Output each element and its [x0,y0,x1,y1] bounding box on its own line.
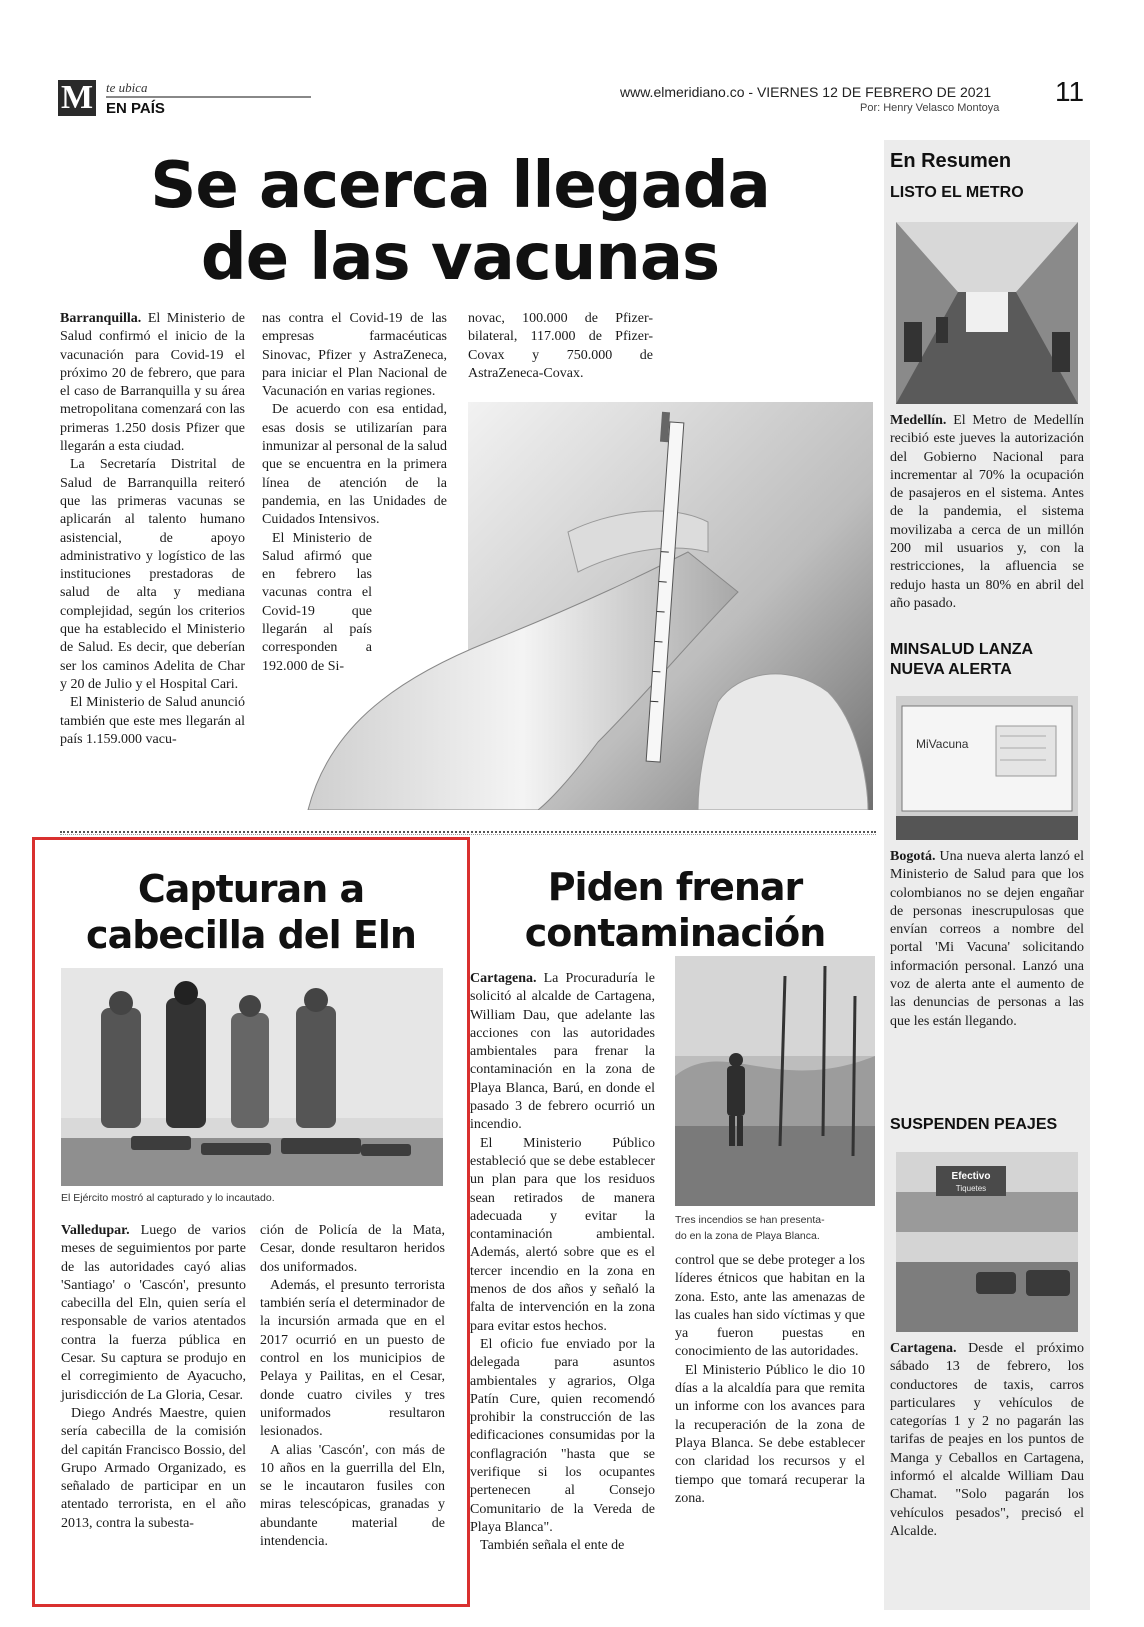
main-story [0,120,880,820]
mivacuna-laptop-photo [896,696,1078,840]
main-headline-line1: Se acerca llegada [150,149,770,223]
metro-interior-photo [896,222,1078,404]
mivacuna-screen-brand: MiVacuna [916,737,969,751]
pollution-col-2: control que se debe proteger a los líderes étnicos que habitan en la zona. Esto, ante las amenazas de las cuales han sido víctimas y que ya fueron puestas en conocimiento de las autoridades. El Ministerio Público le dio 10 días a la alcaldía para que remita un informe con los avances para la recuperación de la zona de Playa Blanca. Se debe establecer con claridad los recursos y el tiempo que tomará recuperar la zona. [675,1253,865,1506]
byline: Por: Henry Velasco Montoya [860,102,1000,114]
toll-sign-line1: Efectivo [951,1171,991,1182]
toll-booth-photo [896,1152,1078,1332]
fire-playa-blanca-photo [675,956,875,1206]
sidebar-heading-minsalud: MINSALUD LANZA NUEVA ALERTA [890,641,1034,678]
pollution-story [470,840,880,1610]
sidebar-text-minsalud: Bogotá. Una nueva alerta lanzó el Ministerio de Salud para que los colombianos no se dejen engañar de personas inescrupulosas que envían correos a nombre del portal 'Mi Vacuna' solicitando información personal. Lanzó una voz de alerta ante el aumento de las denuncias de personas a las que les están llegando. [890,849,1084,1029]
eln-col-2: ción de Policía de la Mata, Cesar, donde resultaron heridos dos uniformados. Además, el presunto terrorista también sería el determinador de la incursión armada que en el 2017 ocurrió en un puesto de control en los municipios de Pelaya y Pailitas, en el Cesar, donde cuatro civiles y tres uniformados resultaron lesionados. A alias 'Cascón', con más de 10 años en la guerrilla del Eln, se le incautaron fusiles con miras telescópicas, granadas y abundante material de intendencia. [260,1223,445,1550]
sidebar-title: En Resumen [890,150,1012,172]
header-rule-left [106,96,311,98]
main-col-1: Barranquilla. El Ministerio de Salud confirmó el inicio de la vacunación para Covid-19 el próximo 20 de febrero, que para el caso de Barranquilla y su área metropolitana comenzará con las primeras 1.250 dosis Pfizer que llegarán a esta ciudad. La Secretaría Distrital de Salud de Barranquilla reiteró que las primeras vacunas se aplicarán al talento humano asistencial, de apoyo administrativo y logístico de las instituciones prestadoras de salud de alta y mediana complejidad, según los criterios que ha establecido el Ministerio de Salud. Es decir, que deberían ser los caminos Adelita de Char y 20 de Julio y el Hospital Cari. El Ministerio de Salud anunció también que este mes llegarán al país 1.159.000 vacu- [60,311,245,747]
sidebar-heading-peajes: SUSPENDEN PEAJES [890,1116,1058,1133]
toll-illustration [896,1152,1078,1332]
section-tagline: te ubica [106,80,148,95]
sidebar-heading-metro: LISTO EL METRO [890,184,1024,201]
fire-photo-caption: Tres incendios se han presenta- do en la zona de Playa Blanca. [675,1214,825,1242]
sidebar-text-metro: Medellín. El Metro de Medellín recibió este jueves la autorización del Gobierno Nacional para incrementar al 70% la ocupación de pasajeros en el sistema. Antes de la pandemia, el sistema movilizaba a cerca de un millón 200 mil usuarios y, con la restricciones, la afluencia se redujo hasta un 80% en abril del año pasado. [890,413,1084,611]
main-col-2: nas contra el Covid-19 de las empresas farmacéuticas Sinovac, Pfizer y AstraZeneca, para iniciar el Plan Nacional de Vacunación en varias regiones. De acuerdo con esa entidad, esas dosis se utilizarían para inmunizar al personal de la salud que se encuentra en la primera línea de atención de la pandemia, en las Unidades de Cuidados Intensivos. El Ministerio de Salud afirmó que en febrero las vacunas contra el Covid-19 que llegarán al país corresponden a 192.000 de Si- [262,311,447,674]
pollution-col-1: Cartagena. La Procuraduría le solicitó al alcalde de Cartagena, William Dau, que adelante las acciones con las autoridades ambientales para frenar la contaminación en la zona de Playa Blanca, Barú, en donde el pasado 3 de febrero ocurrió un incendio. El Ministerio Público estableció que se debe establecer un plan para que los residuos sean retirados de manera adecuada y evitar la contaminación ambiental. Además, alertó sobre que es el tercer incendio en la zona en menos de dos años y señaló la falta de intervención en la zona para evitar estos hechos. El oficio fue enviado por la delegada para asuntos ambientales y agrarios, Olga Patín Cure, quien recomendó prohibir la construcción de las edificaciones consumidas por la conflagración "hasta que se verifique si los ocupantes pertenecen al Consejo Comunitario de la Vereda de Playa Blanca". También señala el ente de [470,971,655,1554]
metro-illustration [896,222,1078,404]
header [0,0,1144,120]
eln-photo-caption: El Ejército mostró al capturado y lo incautado. [61,1192,275,1204]
toll-sign-line2: Tiquetes [955,1184,987,1193]
page-number: 11 [1055,76,1085,107]
pollution-headline: Piden frenar contaminación [524,865,826,955]
laptop-illustration [896,696,1078,840]
section-name: EN PAÍS [106,100,165,117]
logo: M [58,80,96,116]
eln-capture-illustration [61,968,443,1186]
main-col-3: novac, 100.000 de Pfizer-bilateral, 117.000 de Pfizer-Covax y 750.000 de AstraZeneca-Covax. [468,311,653,381]
eln-story-box [32,837,470,1607]
eln-col-1: Valledupar. Luego de varios meses de seguimientos por parte de las autoridades cayó alias 'Santiago' o 'Cascón', presunto cabecilla del Eln, quien sería el responsable de varios atentados contra la fuerza pública en Cesar. Su captura se produjo en el corregimiento de Ayacucho, jurisdicción de La Gloria, Cesar. Diego Andrés Maestre, quien sería cabecilla de la comisión del capitán Francisco Bossio, del Grupo Armado Organizado, es señalado de participar en un atentado terrorista, en el año 2013, contra la subesta- [61,1223,246,1531]
sidebar-en-resumen [884,140,1090,1610]
main-headline-line2: de las vacunas [200,221,720,295]
fire-illustration [675,956,875,1206]
eln-headline: Capturan a cabecilla del Eln [86,867,416,957]
sidebar-text-peajes: Cartagena. Desde el próximo sábado 13 de febrero, los conductores de taxis, carros particulares y vehículos de categorías 1 y 2 no pagarán las tarifas de peajes en los puntos de Manga y Ceballos en Cartagena, informó el alcalde William Dau Chamat. "Solo pagarán los vehículos pesados", precisó el Alcalde. [890,1341,1084,1539]
eln-capture-photo [61,968,443,1186]
site-and-date: www.elmeridiano.co - VIERNES 12 DE FEBRERO DE 2021 [620,84,992,100]
section-divider [60,831,876,835]
main-headline [60,150,860,294]
